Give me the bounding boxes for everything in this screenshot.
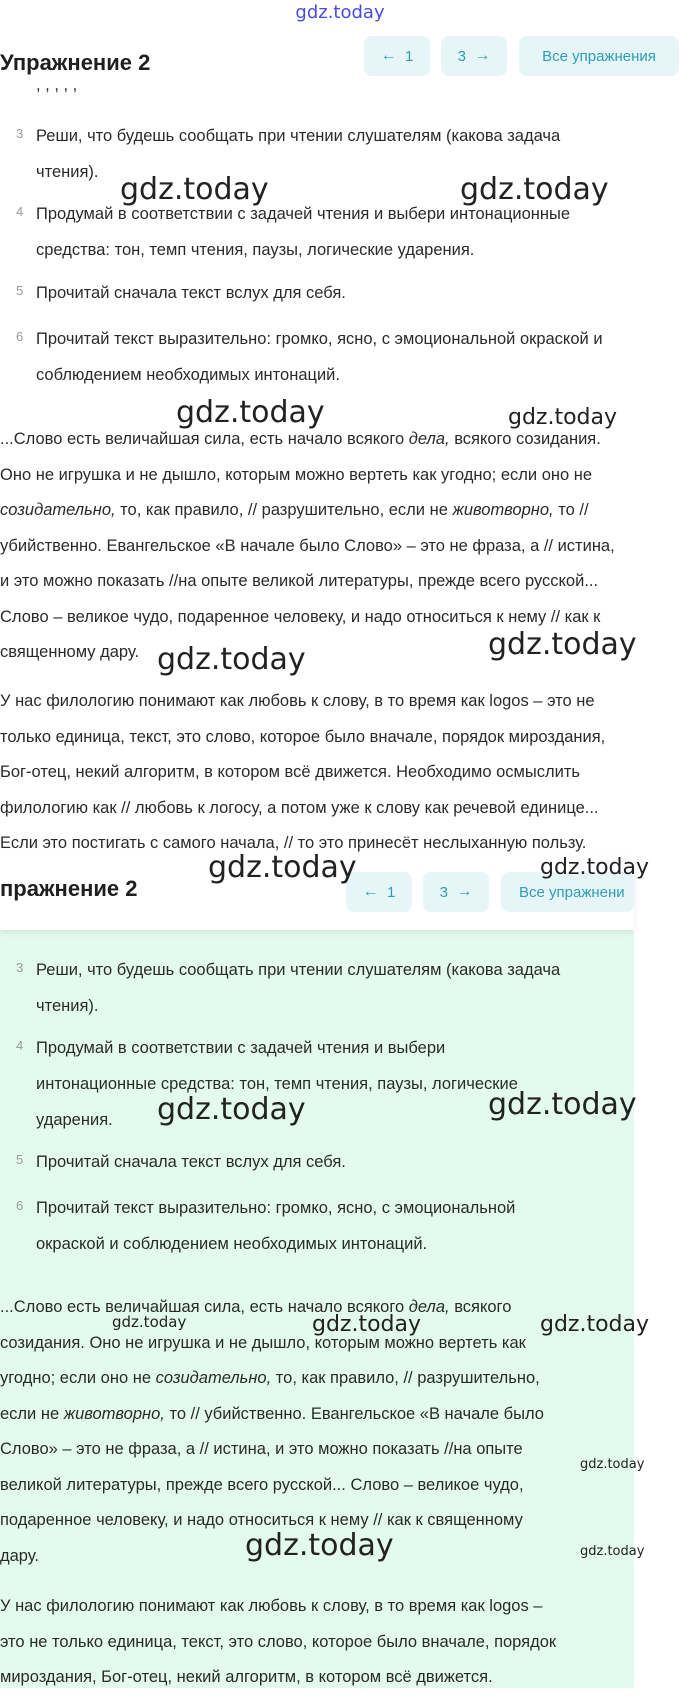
step-number: 4 xyxy=(16,204,24,219)
watermark: gdz.today xyxy=(245,1528,394,1563)
text-paragraph: У нас филологию понимают как любовь к слову, в то время как logos – это не только единица, текст, это слово, которое было вначале, порядок мироздания, Бог-отец, некий алгоритм, в котором всё движется. Необходимо осмыслить филологию как // любовь к логосу, а потом уже к слову как речевой единице... Если это постигать с самого начала, // то это принесёт неслыханную пользу. xyxy=(0,692,606,852)
watermark: gdz.today xyxy=(540,1312,650,1337)
site-link[interactable]: gdz.today xyxy=(295,2,385,23)
step-text: Продумай в соответствии с задачей чтения и выбери интонационные средства: тон, темп чтения, паузы, логические ударения. xyxy=(36,205,571,259)
step-number: 3 xyxy=(16,960,24,975)
watermark: gdz.today xyxy=(508,405,618,430)
step-number: 3 xyxy=(16,126,24,141)
page-title-2: пражнение 2 xyxy=(0,876,138,901)
step-text: Реши, что будешь сообщать при чтении слушателям (какова задача чтения). xyxy=(36,961,561,1015)
watermark: gdz.today xyxy=(157,1092,306,1127)
watermark: gdz.today xyxy=(312,1312,422,1337)
watermark: gdz.today xyxy=(208,850,357,885)
step-number: 6 xyxy=(16,1198,24,1213)
next-exercise-button-2[interactable]: 3 → xyxy=(423,872,489,912)
step-text: Прочитай текст выразительно: громко, ясно, с эмоциональной окраской и соблюдением необходимых интонаций. xyxy=(36,1199,516,1253)
arrow-right-icon: → xyxy=(474,47,491,64)
watermark: gdz.today xyxy=(540,855,650,880)
next-exercise-button[interactable]: 3 → xyxy=(441,36,507,76)
prev-exercise-button-2[interactable]: ← 1 xyxy=(346,872,412,912)
arrow-left-icon: ← xyxy=(380,47,397,64)
text-paragraph: У нас филологию понимают как любовь к слову, в то время как logos – это не только единица, текст, это слово, которое было вначале, порядок мироздания, Бог-отец, некий алгоритм, в котором всё движется. xyxy=(0,1597,557,1686)
step-number: 5 xyxy=(16,1152,24,1167)
step-number: 4 xyxy=(16,1038,24,1053)
step-text: Прочитай сначала текст вслух для себя. xyxy=(36,284,346,302)
step-number: 6 xyxy=(16,329,24,344)
text-paragraph: ...Слово есть величайшая сила, есть начало всякого дела, всякого созидания. Оно не игрушка и не дышло, которым можно вертеть как угодно; если оно не созидательно, то, как правило, // разрушительно, если не животворно, то // убийственно. Евангельское «В начале было Слово» – это не фраза, а // истина, и это можно показать //на опыте великой литературы, прежде всего русской... Слово – великое чудо, подаренное человеку, и надо относиться к нему // как к священному дару. xyxy=(0,430,615,661)
watermark: gdz.today xyxy=(488,1087,637,1122)
all-exercises-button-2[interactable]: Все упражнени xyxy=(501,872,634,912)
watermark: gdz.today xyxy=(580,1457,645,1472)
text-paragraph: ...Слово есть величайшая сила, есть начало всякого дела, всякого созидания. Оно не игрушка и не дышло, которым можно вертеть как угодно; если оно не созидательно, то, как правило, // разрушительно, если не животворно, то // убийственно. Евангельское «В начале было Слово» – это не фраза, а // истина, и это можно показать //на опыте великой литературы, прежде всего русской... Слово – великое чудо, подаренное человеку, и надо относиться к нему // как к священному дару. xyxy=(0,1298,544,1565)
step-text: Реши, что будешь сообщать при чтении слушателям (какова задача чтения). xyxy=(36,127,561,181)
step-text: Продумай в соответствии с задачей чтения и выбери интонационные средства: тон, темп чтения, паузы, логические ударения. xyxy=(36,1039,518,1129)
page-title: Упражнение 2 xyxy=(0,50,151,75)
watermark: gdz.today xyxy=(120,172,269,207)
exercise-header xyxy=(0,36,680,98)
watermark: gdz.today xyxy=(580,1544,645,1559)
step-text: Прочитай сначала текст вслух для себя. xyxy=(36,1153,346,1171)
watermark: gdz.today xyxy=(112,1313,187,1331)
watermark: gdz.today xyxy=(176,395,325,430)
step-text: Прочитай текст выразительно: громко, ясно, с эмоциональной окраской и соблюдением необходимых интонаций. xyxy=(36,330,603,384)
watermark: gdz.today xyxy=(157,642,306,677)
clipped-text-line: , , , , , xyxy=(36,76,78,94)
arrow-left-icon: ← xyxy=(362,883,379,900)
step-number: 5 xyxy=(16,283,24,298)
prev-exercise-button[interactable]: ← 1 xyxy=(364,36,430,76)
watermark: gdz.today xyxy=(488,627,637,662)
all-exercises-button[interactable]: Все упражнения xyxy=(519,36,679,76)
watermark: gdz.today xyxy=(460,172,609,207)
arrow-right-icon: → xyxy=(456,883,473,900)
